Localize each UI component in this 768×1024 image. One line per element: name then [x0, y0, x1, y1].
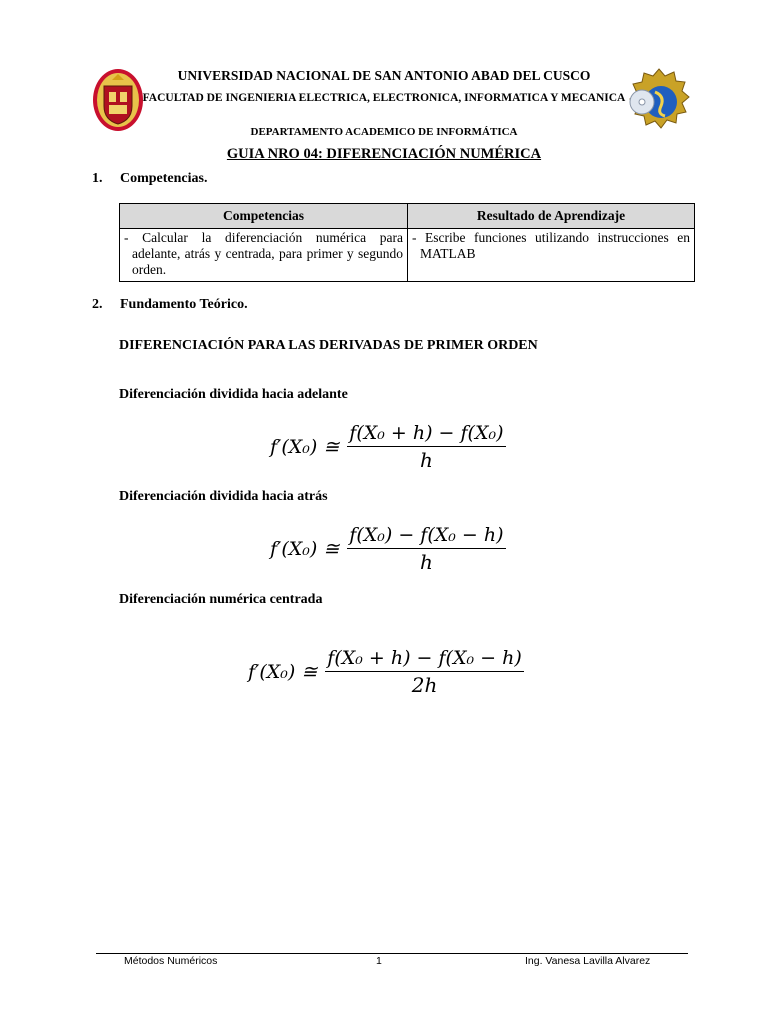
formula-lhs: f′(X₀) ≅: [270, 538, 340, 560]
formula-forward-difference: [270, 422, 506, 472]
formula-title-backward: Diferenciación dividida hacia atrás: [119, 489, 328, 504]
university-name: UNIVERSIDAD NACIONAL DE SAN ANTONIO ABAD DEL CUSCO: [177, 68, 591, 83]
guide-title: GUIA NRO 04: DIFERENCIACIÓN NUMÉRICA: [226, 146, 542, 162]
section-2-number: 2.: [92, 297, 103, 312]
fraction: [347, 524, 505, 574]
formula-title-centered: Diferenciación numérica centrada: [119, 592, 323, 607]
faculty-name: FACULTAD DE INGENIERIA ELECTRICA, ELECTRONICA, INFORMATICA Y MECANICA: [142, 92, 626, 104]
footer-author: Ing. Vanesa Lavilla Alvarez: [525, 955, 651, 967]
formula-backward-difference: [270, 524, 506, 574]
table-cell: [120, 229, 408, 282]
formula-lhs: f′(X₀) ≅: [270, 436, 340, 458]
table-row: [120, 229, 695, 282]
fraction-denominator: 2h: [411, 673, 438, 697]
fraction-numerator: f(X₀) − f(X₀ − h): [347, 524, 505, 549]
fraction: [347, 422, 505, 472]
learning-outcome-text: - Escribe funciones utilizando instrucciones en MATLAB: [412, 230, 690, 261]
footer-divider: [96, 953, 688, 954]
department-name: DEPARTAMENTO ACADEMICO DE INFORMÁTICA: [250, 126, 518, 138]
table-cell: [408, 229, 695, 282]
footer-course: Métodos Numéricos: [124, 955, 218, 967]
section-2-title: Fundamento Teórico.: [120, 297, 248, 312]
table-header-cell: Competencias: [120, 204, 408, 229]
footer-page-number: 1: [376, 955, 382, 967]
fraction-numerator: f(X₀ + h) − f(X₀ − h): [325, 647, 523, 672]
formula-title-forward: Diferenciación dividida hacia adelante: [119, 387, 348, 402]
subsection-heading: DIFERENCIACIÓN PARA LAS DERIVADAS DE PRIMER ORDEN: [119, 338, 538, 353]
table-header-cell: Resultado de Aprendizaje: [408, 204, 695, 229]
table-header-row: [120, 204, 695, 229]
fraction: [325, 647, 523, 697]
formula-lhs: f′(X₀) ≅: [248, 661, 318, 683]
section-1-title: Competencias.: [120, 171, 208, 186]
competencies-table: [119, 203, 695, 282]
fraction-denominator: h: [419, 550, 433, 574]
fraction-denominator: h: [419, 448, 433, 472]
section-1-number: 1.: [92, 171, 103, 186]
competency-text: - Calcular la diferenciación numérica para adelante, atrás y centrada, para primer y segundo orden.: [124, 230, 403, 277]
formula-centered-difference: [248, 647, 524, 697]
fraction-numerator: f(X₀ + h) − f(X₀): [347, 422, 505, 447]
